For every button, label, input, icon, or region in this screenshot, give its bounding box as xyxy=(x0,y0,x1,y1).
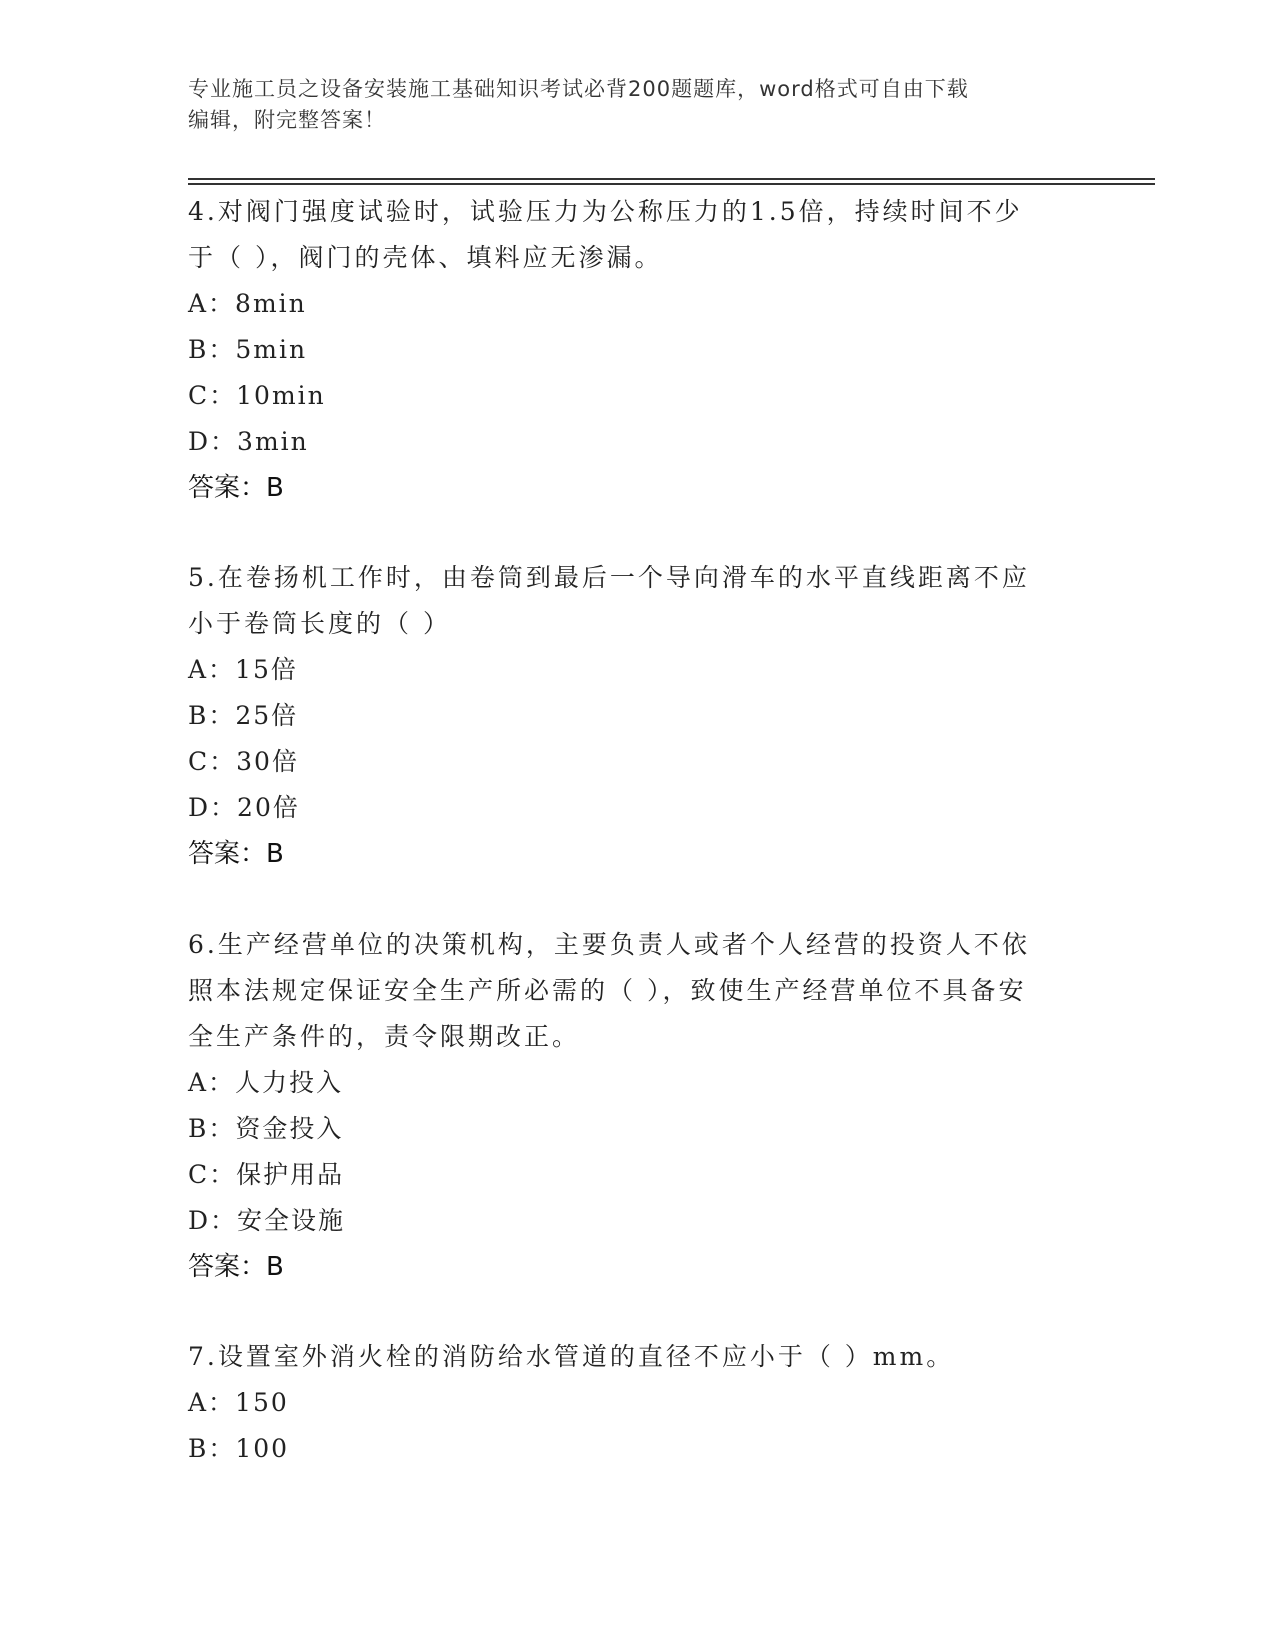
question-stem-line: 4.对阀门强度试验时，试验压力为公称压力的1.5倍，持续时间不少 xyxy=(188,197,1023,226)
header-line-2: 编辑，附完整答案！ xyxy=(188,108,386,132)
question-stem-line: 小于卷筒长度的（ ） xyxy=(188,609,451,638)
question-5 xyxy=(188,555,1088,877)
answer-line: 答案：B xyxy=(188,473,284,503)
option-c: C：10min xyxy=(188,381,326,410)
question-stem-line: 7.设置室外消火栓的消防给水管道的直径不应小于（ ）mm。 xyxy=(188,1342,955,1371)
answer-line: 答案：B xyxy=(188,1252,284,1282)
question-stem-line: 全生产条件的，责令限期改正。 xyxy=(188,1022,581,1051)
header-divider-top xyxy=(188,178,1155,180)
option-a: A：人力投入 xyxy=(188,1068,344,1097)
option-c: C：保护用品 xyxy=(188,1160,345,1189)
question-stem-line: 5.在卷扬机工作时，由卷筒到最后一个导向滑车的水平直线距离不应 xyxy=(188,563,1030,592)
option-a: A：8min xyxy=(188,289,307,318)
option-a: A：15倍 xyxy=(188,655,298,684)
header-divider-bottom xyxy=(188,183,1155,185)
option-d: D：20倍 xyxy=(188,793,300,822)
option-b: B：资金投入 xyxy=(188,1114,344,1143)
option-d: D：3min xyxy=(188,427,309,456)
document-header xyxy=(188,74,1068,136)
option-b: B：100 xyxy=(188,1434,290,1463)
question-4 xyxy=(188,189,1088,511)
question-stem-line: 照本法规定保证安全生产所必需的（ ），致使生产经营单位不具备安 xyxy=(188,976,1027,1005)
option-d: D：安全设施 xyxy=(188,1206,346,1235)
header-line-1: 专业施工员之设备安装施工基础知识考试必背200题题库，word格式可自由下载 xyxy=(188,77,969,101)
question-stem-line: 6.生产经营单位的决策机构，主要负责人或者个人经营的投资人不依 xyxy=(188,930,1030,959)
option-b: B：5min xyxy=(188,335,308,364)
option-b: B：25倍 xyxy=(188,701,299,730)
question-6 xyxy=(188,922,1088,1290)
option-c: C：30倍 xyxy=(188,747,299,776)
option-a: A：150 xyxy=(188,1388,289,1417)
question-7 xyxy=(188,1334,1088,1472)
answer-line: 答案：B xyxy=(188,839,284,869)
question-stem-line: 于（ ），阀门的壳体、填料应无渗漏。 xyxy=(188,243,663,272)
